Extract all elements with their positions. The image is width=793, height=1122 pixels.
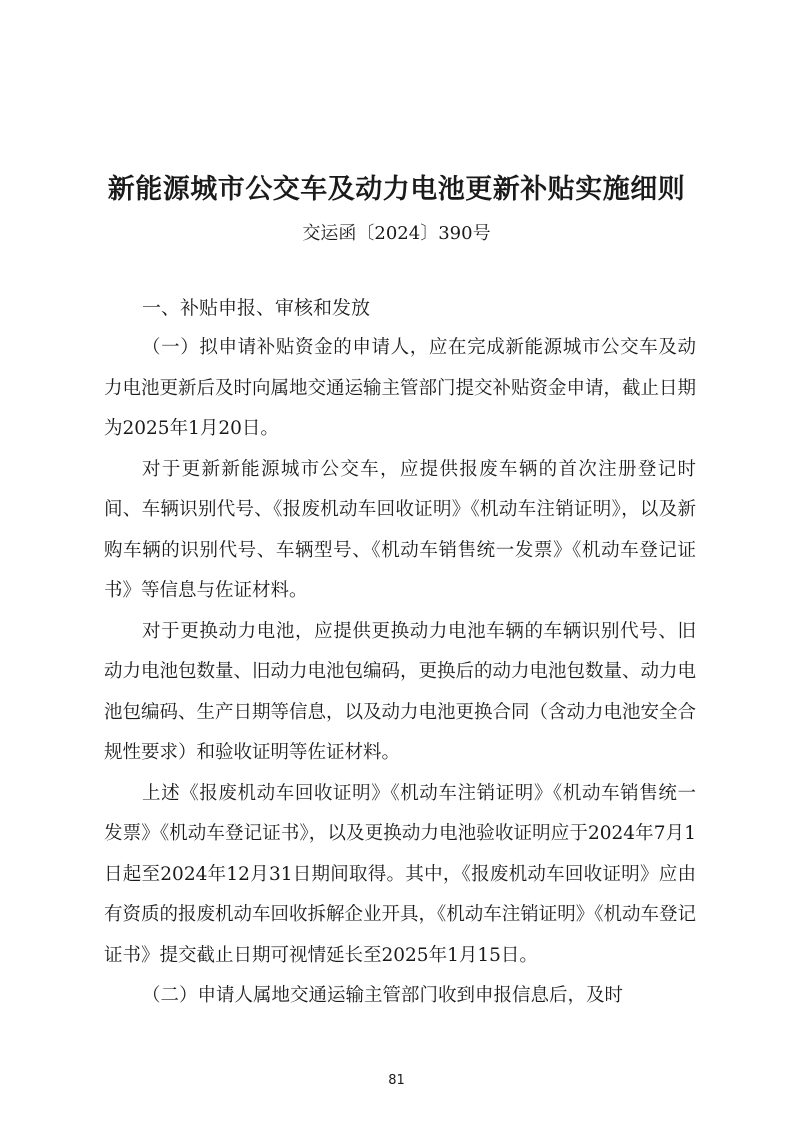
document-number: 交运函〔2024〕390号 [302,223,491,244]
paragraph-application: （一）拟申请补贴资金的申请人，应在完成新能源城市公交车及动力电池更新后及时向属地交通运输主管部门提交补贴资金申请，截止日期为2025年1月20日。 [104,337,697,439]
paragraph-bus-renewal: 对于更新新能源城市公交车，应提供报废车辆的首次注册登记时间、车辆识别代号、《报废机动车回收证明》《机动车注销证明》，以及新购车辆的识别代号、车辆型号、《机动车销售统一发票》《机动车登记证书》等信息与佐证材料。 [104,458,696,601]
paragraph-review: （二）申请人属地交通运输主管部门收到申报信息后，及时 [142,985,624,1006]
page-number: 81 [388,1073,405,1088]
document-title: 新能源城市公交车及动力电池更新补贴实施细则 [107,174,686,205]
paragraph-battery-replacement: 对于更换动力电池，应提供更换动力电池车辆的车辆识别代号、旧动力电池包数量、旧动力电池包编码，更换后的动力电池包数量、动力电池包编码、生产日期等信息，以及动力电池更换合同（含动力电池安全合规性要求）和验收证明等佐证材料。 [104,620,697,763]
document-body [104,288,696,1017]
paragraph-certificate-period: 上述《报废机动车回收证明》《机动车注销证明》《机动车销售统一发票》《机动车登记证书》，以及更换动力电池验收证明应于2024年7月1日起至2024年12月31日期间取得。其中，《报废机动车回收证明》应由有资质的报废机动车回收拆解企业开具，《机动车注销证明》《机动车登记证书》提交截止日期可视情延长至2025年1月15日。 [104,782,697,966]
section-heading: 一、补贴申报、审核和发放 [142,297,371,319]
